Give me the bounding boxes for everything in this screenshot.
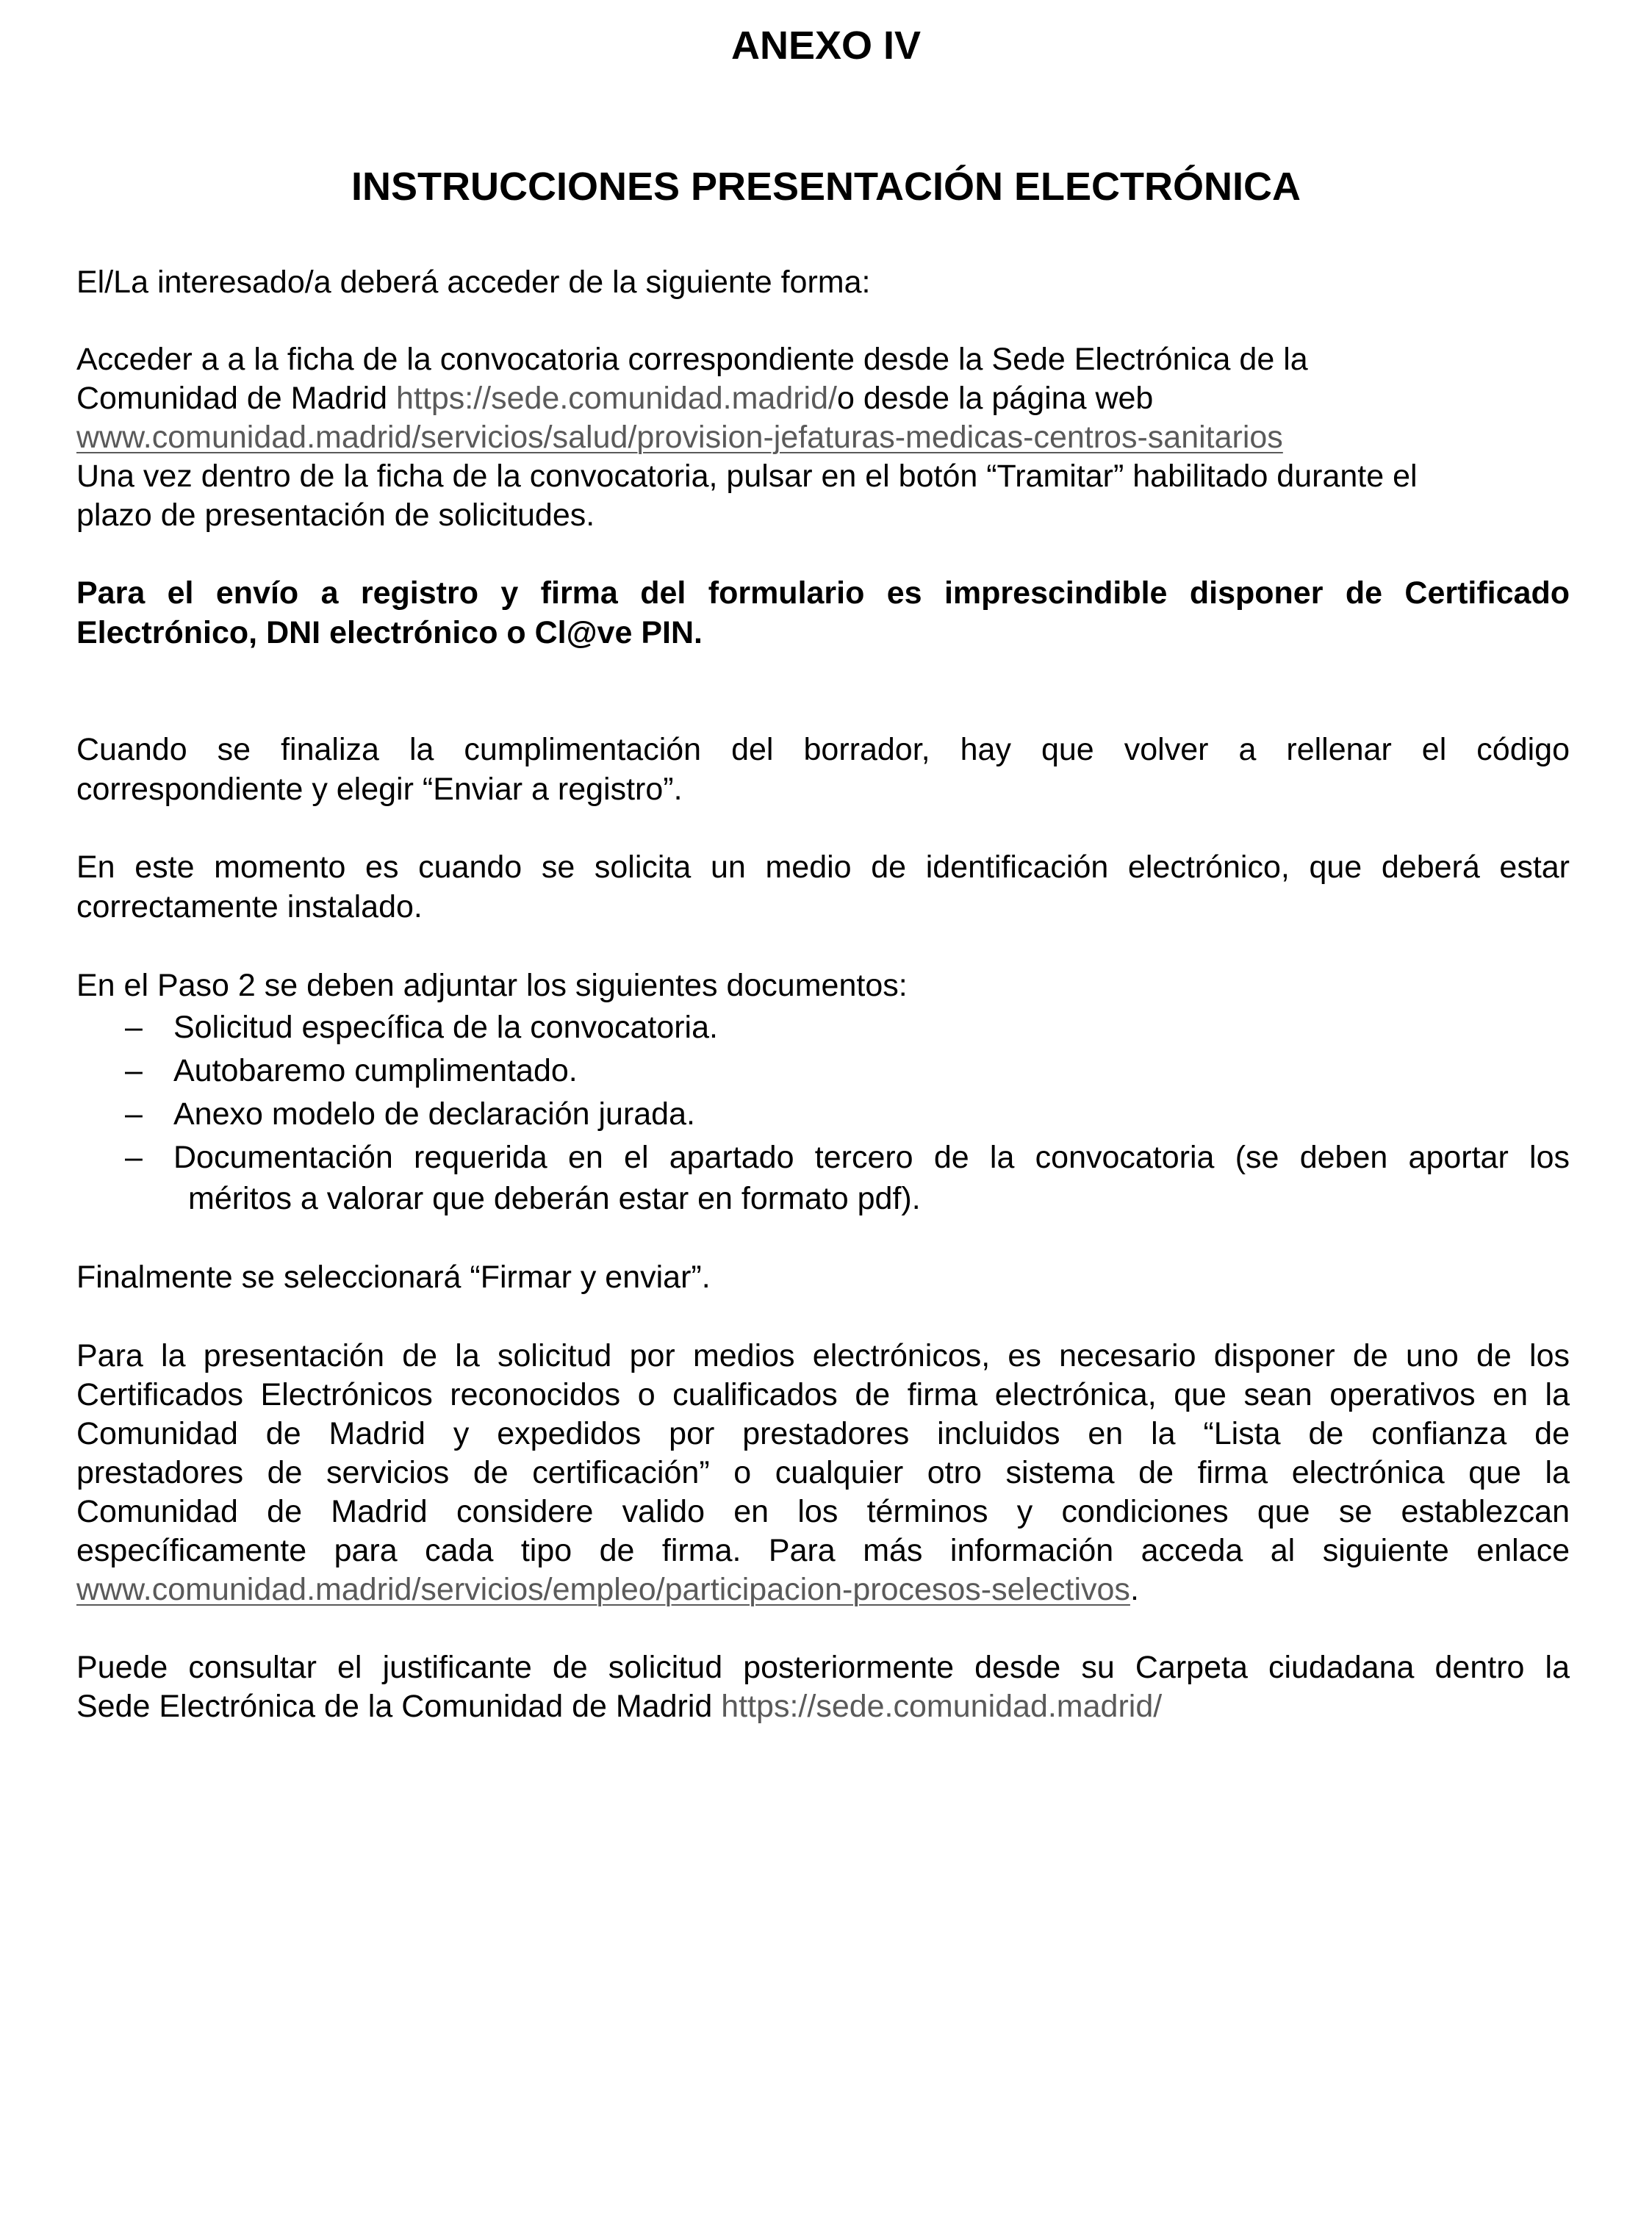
sede-link[interactable]: https://sede.comunidad.madrid/	[721, 1689, 1163, 1724]
certificates-line-3: Comunidad de Madrid y expedidos por prestadores incluidos en la “Lista de confianza de	[76, 1416, 1570, 1451]
access-line-2-suffix: o desde la página web	[836, 381, 1154, 416]
certificates-line-7	[76, 1570, 1570, 1609]
list-item: Anexo modelo de declaración jurada.	[173, 1096, 695, 1132]
certificates-line-2: Certificados Electrónicos reconocidos o cualificados de firma electrónica, que sean operativos en la	[76, 1377, 1570, 1412]
access-line-2	[76, 378, 1570, 418]
access-line-1: Acceder a a la ficha de la convocatoria correspondiente desde la Sede Electrónica de la	[76, 342, 1308, 377]
certificates-line-1: Para la presentación de la solicitud por medios electrónicos, es necesario disponer de uno de los	[76, 1338, 1570, 1373]
access-line-3	[76, 417, 1570, 457]
list-bullet: –	[125, 1140, 143, 1175]
requirement-line-1: Para el envío a registro y firma del formulario es imprescindible disponer de Certificado	[76, 575, 1570, 611]
access-line-4: Una vez dentro de la ficha de la convocatoria, pulsar en el botón “Tramitar” habilitado durante el	[76, 459, 1418, 494]
list-bullet: –	[125, 1096, 143, 1132]
draft-line-2: correspondiente y elegir “Enviar a registro”.	[76, 772, 683, 807]
step2-intro: En el Paso 2 se deben adjuntar los siguientes documentos:	[76, 968, 908, 1003]
intro-text: El/La interesado/a deberá acceder de la siguiente forma:	[76, 265, 871, 300]
finally-text: Finalmente se seleccionará “Firmar y enviar”.	[76, 1260, 711, 1295]
access-line-2-prefix: Comunidad de Madrid	[76, 381, 397, 416]
certificates-line-4: prestadores de servicios de certificación” o cualquier otro sistema de firma electrónica que la	[76, 1455, 1570, 1490]
list-bullet: –	[125, 1010, 143, 1045]
list-bullet: –	[125, 1053, 143, 1088]
draft-line-1: Cuando se finaliza la cumplimentación del borrador, hay que volver a rellenar el código	[76, 732, 1570, 767]
provision-jefaturas-link[interactable]: www.comunidad.madrid/servicios/salud/provision-jefaturas-medicas-centros-sanitarios	[76, 420, 1283, 455]
identification-line-1: En este momento es cuando se solicita un medio de identificación electrónico, que deberá estar	[76, 850, 1570, 885]
certificates-line-6: específicamente para cada tipo de firma. Para más información acceda al siguiente enlace	[76, 1533, 1570, 1568]
receipt-line-2-prefix: Sede Electrónica de la Comunidad de Madrid	[76, 1689, 722, 1724]
certificates-link-suffix: .	[1130, 1572, 1139, 1607]
requirement-line-2: Electrónico, DNI electrónico o Cl@ve PIN.	[76, 615, 703, 650]
list-item: Documentación requerida en el apartado tercero de la convocatoria (se deben aportar los	[173, 1140, 1570, 1175]
list-item-continuation: méritos a valorar que deberán estar en formato pdf).	[188, 1181, 921, 1216]
sede-link[interactable]: https://sede.comunidad.madrid/	[396, 381, 837, 416]
receipt-line-1: Puede consultar el justificante de solicitud posteriormente desde su Carpeta ciudadana dentro la	[76, 1650, 1570, 1685]
procesos-selectivos-link[interactable]: www.comunidad.madrid/servicios/empleo/participacion-procesos-selectivos	[76, 1572, 1130, 1607]
main-title: INSTRUCCIONES PRESENTACIÓN ELECTRÓNICA	[351, 165, 1301, 209]
certificates-line-5: Comunidad de Madrid considere valido en los términos y condiciones que se establezcan	[76, 1494, 1570, 1529]
list-item: Autobaremo cumplimentado.	[173, 1053, 578, 1088]
annex-title: ANEXO IV	[730, 24, 922, 68]
receipt-line-2	[76, 1687, 1570, 1726]
access-line-5: plazo de presentación de solicitudes.	[76, 498, 595, 533]
identification-line-2: correctamente instalado.	[76, 889, 423, 924]
list-item: Solicitud específica de la convocatoria.	[173, 1010, 718, 1045]
